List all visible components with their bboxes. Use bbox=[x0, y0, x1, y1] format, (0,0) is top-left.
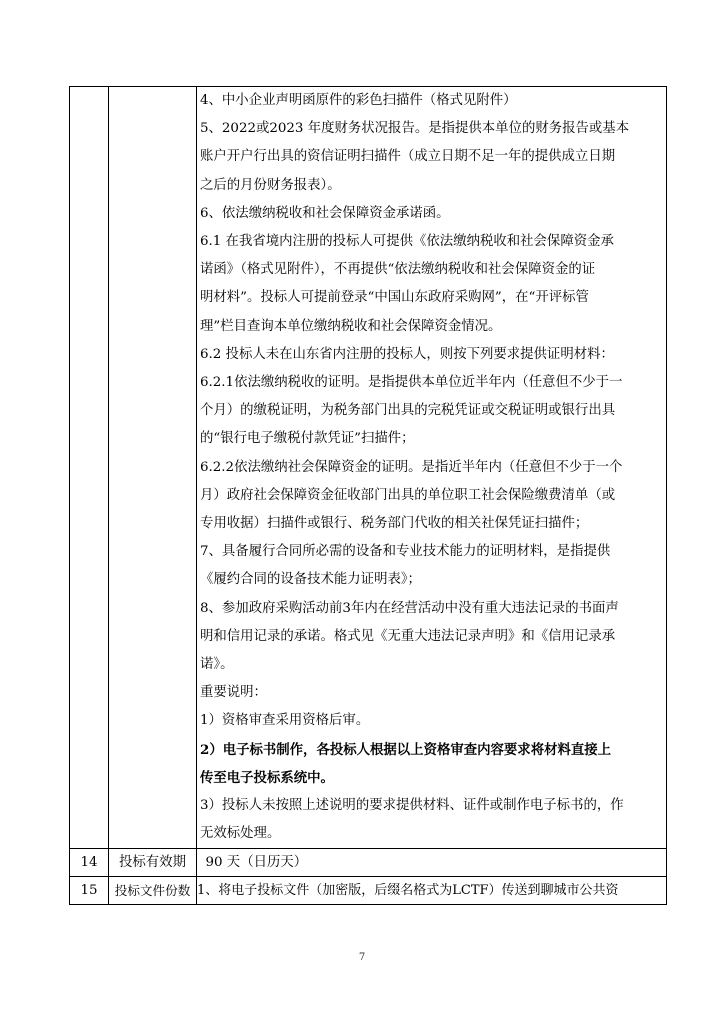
text-line: 7、具备履行合同所必需的设备和专业技术能力的证明材料，是指提供 bbox=[200, 544, 611, 560]
text-line: 6.2 投标人未在山东省内注册的投标人，则按下列要求提供证明材料： bbox=[200, 346, 614, 362]
text-line: 传至电子投标系统中。 bbox=[200, 769, 334, 786]
row-number-cell bbox=[70, 87, 109, 849]
row-label: 投标文件份数 bbox=[109, 877, 197, 905]
page-number: 7 bbox=[358, 952, 366, 963]
text-line: 之后的月份财务报表）。 bbox=[200, 177, 341, 193]
text-line: 诺》。 bbox=[200, 657, 234, 673]
text-line: 6.1 在我省境内注册的投标人可提供《依法缴纳税收和社会保障资金承 bbox=[200, 234, 614, 250]
text-line: 3）投标人未按照上述说明的要求提供材料、证件或制作电子标书的，作 bbox=[200, 798, 624, 814]
text-line: 6.2.1依法缴纳税收的证明。是指提供本单位近半年内（任意但不少于一 bbox=[200, 375, 623, 391]
text-line: 重要说明： bbox=[200, 685, 267, 701]
text-line: 无效标处理。 bbox=[200, 826, 281, 842]
row-number: 15 bbox=[70, 877, 109, 905]
text-line: 月）政府社会保障资金征收部门出具的单位职工社会保险缴费清单（或 bbox=[200, 487, 616, 503]
text-line: 专用收据）扫描件或银行、税务部门代收的相关社保凭证扫描件； bbox=[200, 516, 589, 532]
text-line: 4、中小企业声明函原件的彩色扫描件（格式见附件） bbox=[200, 93, 517, 108]
text-line: 账户开户行出具的资信证明扫描件（成立日期不足一年的提供成立日期 bbox=[200, 149, 616, 165]
text-line: 个月）的缴税证明，为税务部门出具的完税凭证或交税证明或银行出具 bbox=[200, 403, 616, 419]
text-line: 6.2.2依法缴纳社会保障资金的证明。是指近半年内（任意但不少于一个 bbox=[200, 459, 623, 475]
document-table bbox=[69, 86, 667, 905]
table-row bbox=[70, 877, 667, 905]
text-line: 5、2022或2023 年度财务状况报告。是指提供本单位的财务报告或基本 bbox=[200, 121, 630, 137]
requirements-cell bbox=[197, 87, 667, 849]
text-line: 6、依法缴纳税收和社会保障资金承诺函。 bbox=[200, 205, 450, 221]
text-line: 明和信用记录的承诺。格式见《无重大违法记录声明》和《信用记录承 bbox=[200, 628, 616, 644]
table-row bbox=[70, 849, 667, 877]
text-line: 1）资格审查采用资格后审。 bbox=[200, 713, 370, 729]
text-line: 的“银行电子缴税付款凭证”扫描件； bbox=[200, 431, 415, 447]
row-label-cell bbox=[109, 87, 197, 849]
row-content: 1、将电子投标文件（加密版，后缀名格式为LCTF）传送到聊城市公共资 bbox=[197, 877, 667, 905]
text-line: 诺函》（格式见附件），不再提供“依法缴纳税收和社会保障资金的证 bbox=[200, 262, 596, 278]
row-number: 14 bbox=[70, 849, 109, 877]
text-line: 8、参加政府采购活动前3年内在经营活动中没有重大违法记录的书面声 bbox=[200, 600, 619, 616]
text-line: 明材料”。投标人可提前登录“中国山东政府采购网”，在“开评标管 bbox=[200, 290, 589, 306]
row-content: 90 天（日历天） bbox=[197, 849, 667, 877]
row-label: 投标有效期 bbox=[109, 849, 197, 877]
requirements-text bbox=[197, 87, 666, 848]
text-line: 《履约合同的设备技术能力证明表》； bbox=[200, 572, 421, 588]
table-row bbox=[70, 87, 667, 849]
text-line: 2）电子标书制作，各投标人根据以上资格审查内容要求将材料直接上 bbox=[200, 741, 612, 758]
text-line: 理”栏目查询本单位缴纳税收和社会保障资金情况。 bbox=[200, 318, 502, 334]
